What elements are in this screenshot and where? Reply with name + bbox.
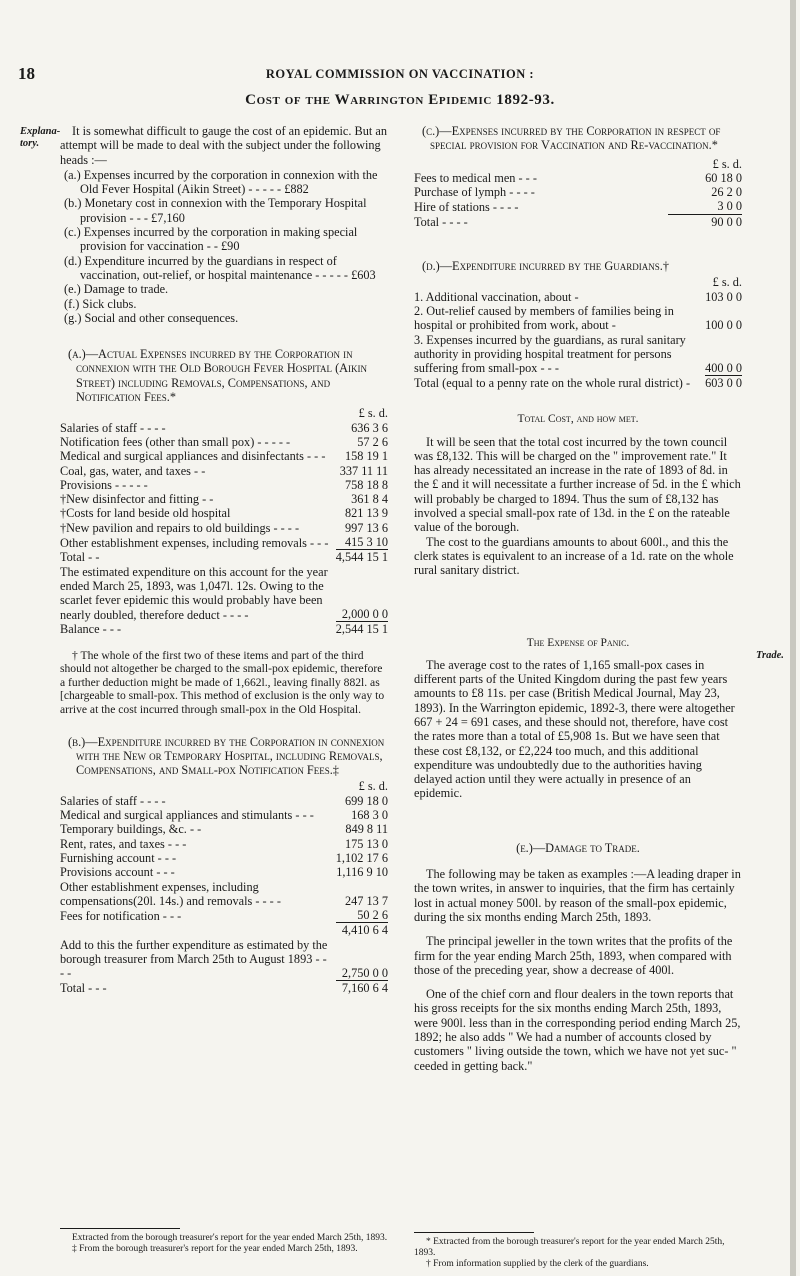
a-row-label: Provisions - - - - -	[60, 477, 148, 492]
left-footnotes	[60, 1228, 388, 1255]
a-row	[60, 421, 388, 435]
b-total-row-label: Total - - -	[60, 981, 107, 996]
a-deduct-row	[60, 565, 388, 622]
a-row-value: 821 13 9	[344, 506, 388, 521]
a-total-row-label: Total - -	[60, 550, 100, 565]
b-total-row-value: 7,160 6 4	[336, 981, 388, 996]
b-row-value: 849 8 11	[345, 822, 388, 837]
a-total-row	[60, 550, 388, 565]
b-add-row-value: 2,750 0 0	[341, 965, 388, 980]
right-footnote-2: † From information supplied by the clerk of the guardians.	[426, 1259, 649, 1269]
d-total-row-value: 603 0 0	[705, 375, 742, 390]
units-row	[414, 275, 742, 289]
d-row-label: 3. Expenses incurred by the guardians, as rural sanitary authority in providing hospital treatment for persons suffering from small-pox - - -	[414, 332, 686, 376]
b-row	[60, 808, 388, 822]
section-a-table	[60, 406, 388, 636]
a-row-value: 361 8 4	[351, 492, 388, 507]
a-deduct-row-value: 2,000 0 0	[341, 607, 388, 621]
b-row-label: Medical and surgical appliances and stimulants - - -	[60, 808, 314, 823]
units-row	[414, 157, 742, 171]
margin-note-explanatory: Explana- tory.	[20, 126, 61, 149]
units-label: £ s. d.	[358, 779, 388, 794]
a-row-value: 636 3 6	[351, 420, 388, 435]
head-item: (g.) Social and other consequences.	[64, 310, 239, 325]
d-row-value: 100 0 0	[705, 318, 742, 333]
b-subtotal-row-spacer	[60, 923, 336, 938]
b-row	[60, 908, 388, 923]
trade-paragraph-1: The following may be taken as examples :—A leading draper in the town writes, in answer to inquiries, that the firm has certainly lost in actual money 500l. by reason of the small-pox epidemic, during the six months ending March 25th, 1893.	[414, 867, 741, 924]
c-total-row-value: 90 0 0	[668, 214, 742, 229]
b-add-row	[60, 938, 388, 981]
c-row-value: 26 2 0	[711, 185, 742, 200]
a-balance-row	[60, 622, 388, 637]
a-row-value: 337 11 11	[339, 463, 388, 478]
total-cost-paragraph-1: It will be seen that the total cost incurred by the town council was £8,132. This will be charged on the " improvement rate." It has already necessitated an increase in the rate of 1893 of 8d. in the £ and it will necessitate a further increase of 5d. in the £ which will probably be charged to 1894. Thus the sum of £8,132 has involved a special small-pox rate of 13d. in the £ on the rateable value of the borough.	[414, 434, 741, 535]
intro-paragraph: It is somewhat difficult to gauge the cost of an epidemic. But an attempt will be made to deal with the subject under the following heads :—	[60, 124, 387, 167]
a-row-label: †New pavilion and repairs to old buildings - - - -	[60, 520, 300, 535]
b-row-label: Provisions account - - -	[60, 865, 175, 880]
b-row-value: 50 2 6	[357, 908, 388, 923]
c-row-label: Purchase of lymph - - - -	[414, 185, 535, 200]
section-d-table	[414, 275, 742, 390]
d-row	[414, 290, 742, 304]
b-row	[60, 837, 388, 851]
b-add-row-label: Add to this the further expenditure as estimated by the borough treasurer from March 25th to August 1893 - - - -	[60, 937, 328, 981]
head-item: (b.) Monetary cost in connexion with the Temporary Hospital provision - - - £7,160	[64, 196, 367, 225]
head-item: (f.) Sick clubs.	[64, 296, 137, 311]
heads-list	[60, 168, 388, 325]
b-subtotal-row-value: 4,410 6 4	[336, 923, 388, 938]
a-balance-row-value: 2,544 15 1	[335, 622, 388, 637]
page-edge-shadow	[790, 0, 796, 1276]
left-column	[60, 124, 388, 995]
units-spacer	[414, 157, 668, 171]
a-row-label: †New disinfector and fitting - -	[60, 492, 214, 507]
d-row-label: 2. Out-relief caused by members of families being in hospital or prohibited from work, about -	[414, 303, 674, 333]
b-row-value: 1,102 17 6	[335, 850, 388, 865]
b-row-value: 247 13 7	[344, 893, 388, 908]
right-footnote-1: * Extracted from the borough treasurer's report for the year ended March 25th, 1893.	[414, 1237, 725, 1258]
c-row	[414, 171, 742, 185]
a-row	[60, 449, 388, 463]
b-row	[60, 851, 388, 865]
c-total-row	[414, 214, 742, 229]
dagger-note: † The whole of the first two of these items and part of the third should not altogether be charged to the small-pox epidemic, therefore a further deduction might be made of 1,662l., leaving finally 882l. as [chargeable to small-pox. This method of exclusion is the only way to arrive at the cost incurred through small-pox in the Old Hospital.	[60, 648, 385, 716]
a-row-label: †Costs for land beside old hospital	[60, 506, 231, 521]
head-item: (a.) Expenses incurred by the corporation in connexion with the Old Fever Hospital (Aikin Street) - - - - - £882	[64, 167, 378, 197]
trade-paragraph-2: The principal jeweller in the town writes that the profits of the firm for the year ending March 25th, 1893, when compared with those of the preceding year, show a decrease of 400l.	[414, 934, 733, 977]
b-total-row	[60, 981, 388, 996]
left-footnote-2: ‡ From the borough treasurer's report for the year ended March 25th, 1893.	[72, 1244, 358, 1254]
a-row	[60, 521, 388, 535]
panic-paragraph: The average cost to the rates of 1,165 small-pox cases in different parts of the United Kingdom during the past few years amounts to £8 11s. per case (British Medical Journal, May 23, 1893). In the Warrington epidemic, 1892-3, there were altogether 667 + 24 = 691 cases, and these should not, therefore, have cost the rates more than a total of £5,908 1s. But we have seen that these cost £8,132, or £2,224 too much, and this additional expenditure was undoubtedly due to the authorities having delayed action until they were actually in presence of an epidemic.	[414, 657, 735, 801]
b-row-value: 699 18 0	[344, 793, 388, 808]
b-row-label: Fees for notification - - -	[60, 908, 182, 923]
units-label: £ s. d.	[358, 406, 388, 421]
c-row-label: Hire of stations - - - -	[414, 199, 519, 214]
b-row-value: 1,116 9 10	[336, 865, 388, 880]
c-row	[414, 199, 742, 214]
b-row	[60, 880, 388, 909]
c-total-row-label: Total - - - -	[414, 214, 468, 229]
section-e-heading: (e.)—Damage to Trade.	[516, 840, 640, 855]
a-row	[60, 492, 388, 506]
right-footnotes	[414, 1232, 742, 1270]
a-row	[60, 435, 388, 449]
b-row	[60, 822, 388, 836]
a-row	[60, 506, 388, 520]
b-row-label: Salaries of staff - - - -	[60, 793, 166, 808]
a-row-value: 158 19 1	[344, 449, 388, 464]
page-number: 18	[18, 64, 35, 83]
a-row-label: Salaries of staff - - - -	[60, 420, 166, 435]
a-row-value: 997 13 6	[344, 520, 388, 535]
units-row	[60, 779, 388, 793]
a-row	[60, 464, 388, 478]
d-row-value: 103 0 0	[705, 289, 742, 304]
b-row-label: Temporary buildings, &c. - -	[60, 822, 202, 837]
left-footnote-1: Extracted from the borough treasurer's report for the year ended March 25th, 1893.	[72, 1233, 388, 1243]
panic-heading: The Expense of Panic.	[526, 636, 630, 649]
a-row-value: 758 18 8	[344, 477, 388, 492]
d-row-label: 1. Additional vaccination, about -	[414, 289, 579, 304]
a-deduct-row-label: The estimated expenditure on this account for the year ended March 25, 1893, was 1,047l. 12s. Owing to the scarlet fever epidemic this would probably have been nearly doubled, therefore deduct - - - -	[60, 564, 328, 622]
a-row-label: Coal, gas, water, and taxes - -	[60, 463, 206, 478]
running-title: ROYAL COMMISSION ON VACCINATION :	[265, 67, 535, 81]
units-spacer	[60, 406, 336, 420]
units-label: £ s. d.	[712, 275, 742, 290]
page-title: Cost of the Warrington Epidemic 1892-93.	[245, 92, 555, 108]
a-row-label: Notification fees (other than small pox) - - - - -	[60, 434, 291, 449]
head-item: (e.) Damage to trade.	[64, 282, 169, 297]
a-row-value: 415 3 10	[344, 535, 388, 550]
units-row	[60, 406, 388, 420]
a-row-label: Other establishment expenses, including removals - - -	[60, 535, 329, 550]
b-row-value: 168 3 0	[351, 808, 388, 823]
footnote-rule	[414, 1232, 534, 1233]
margin-note-trade: Trade.	[756, 650, 784, 661]
section-d-heading: (d.)—Expenditure incurred by the Guardians.†	[422, 259, 669, 274]
a-balance-row-label: Balance - - -	[60, 622, 122, 637]
b-row-label: Rent, rates, and taxes - - -	[60, 836, 187, 851]
section-c-heading: (c.)—Expenses incurred by the Corporation in respect of special provision for Vaccination and Re-vaccination.*	[422, 124, 721, 153]
d-row	[414, 333, 742, 376]
b-subtotal-row	[60, 923, 388, 938]
units-spacer	[414, 275, 705, 289]
a-row	[60, 535, 388, 550]
d-total-row	[414, 375, 742, 390]
c-row-label: Fees to medical men - - -	[414, 170, 537, 185]
trade-paragraph-3: One of the chief corn and flour dealers in the town reports that his gross receipts for the six months ending March 25th, 1893, were 900l. less than in the corresponding period ending March 25, 1892; he also adds " We had a number of accounts closed by customers " living outside the town, which we have not yet suc- " ceeded in getting back."	[414, 987, 741, 1073]
units-spacer	[60, 779, 336, 793]
head-item: (c.) Expenses incurred by the corporation in making special provision for vaccination - - £90	[64, 225, 358, 254]
section-b-heading: (b.)—Expenditure incurred by the Corporation in connexion with the New or Temporary Hospital, including Removals, Compensations, and Small-pox Notification Fees.‡	[68, 734, 385, 778]
d-total-row-label: Total (equal to a penny rate on the whole rural district) -	[414, 375, 691, 390]
b-row-label: Other establishment expenses, including compensations(20l. 14s.) and removals - - - -	[60, 879, 281, 908]
c-row-value: 3 0 0	[717, 199, 742, 214]
section-a-heading: (a.)—Actual Expenses incurred by the Corporation in connexion with the Old Borough Fever Hospital (Aikin Street) including Removals, Compensations, and Notification Fees.*	[68, 347, 368, 405]
a-total-row-value: 4,544 15 1	[335, 550, 388, 565]
b-row-label: Furnishing account - - -	[60, 850, 177, 865]
c-row-value: 60 18 0	[705, 170, 742, 185]
total-cost-heading: Total Cost, and how met.	[517, 413, 639, 426]
total-cost-paragraph-2: The cost to the guardians amounts to about 600l., and this the clerk states is equivalent to an increase of a 1d. rate on the whole rural sanitary district.	[414, 534, 734, 578]
a-row	[60, 478, 388, 492]
section-c-table	[414, 157, 742, 229]
b-row	[60, 794, 388, 808]
a-row-label: Medical and surgical appliances and disinfectants - - -	[60, 449, 326, 464]
b-row-value: 175 13 0	[344, 836, 388, 851]
d-row	[414, 304, 742, 333]
b-row	[60, 865, 388, 879]
footnote-rule	[60, 1228, 180, 1229]
units-label: £ s. d.	[712, 156, 742, 171]
head-item: (d.) Expenditure incurred by the guardians in respect of vaccination, out-relief, or hospital maintenance - - - - - £603	[64, 253, 376, 282]
section-b-table	[60, 779, 388, 995]
d-row-value: 400 0 0	[705, 360, 742, 375]
c-row	[414, 185, 742, 199]
a-row-value: 57 2 6	[357, 434, 388, 449]
right-column	[414, 124, 742, 1073]
